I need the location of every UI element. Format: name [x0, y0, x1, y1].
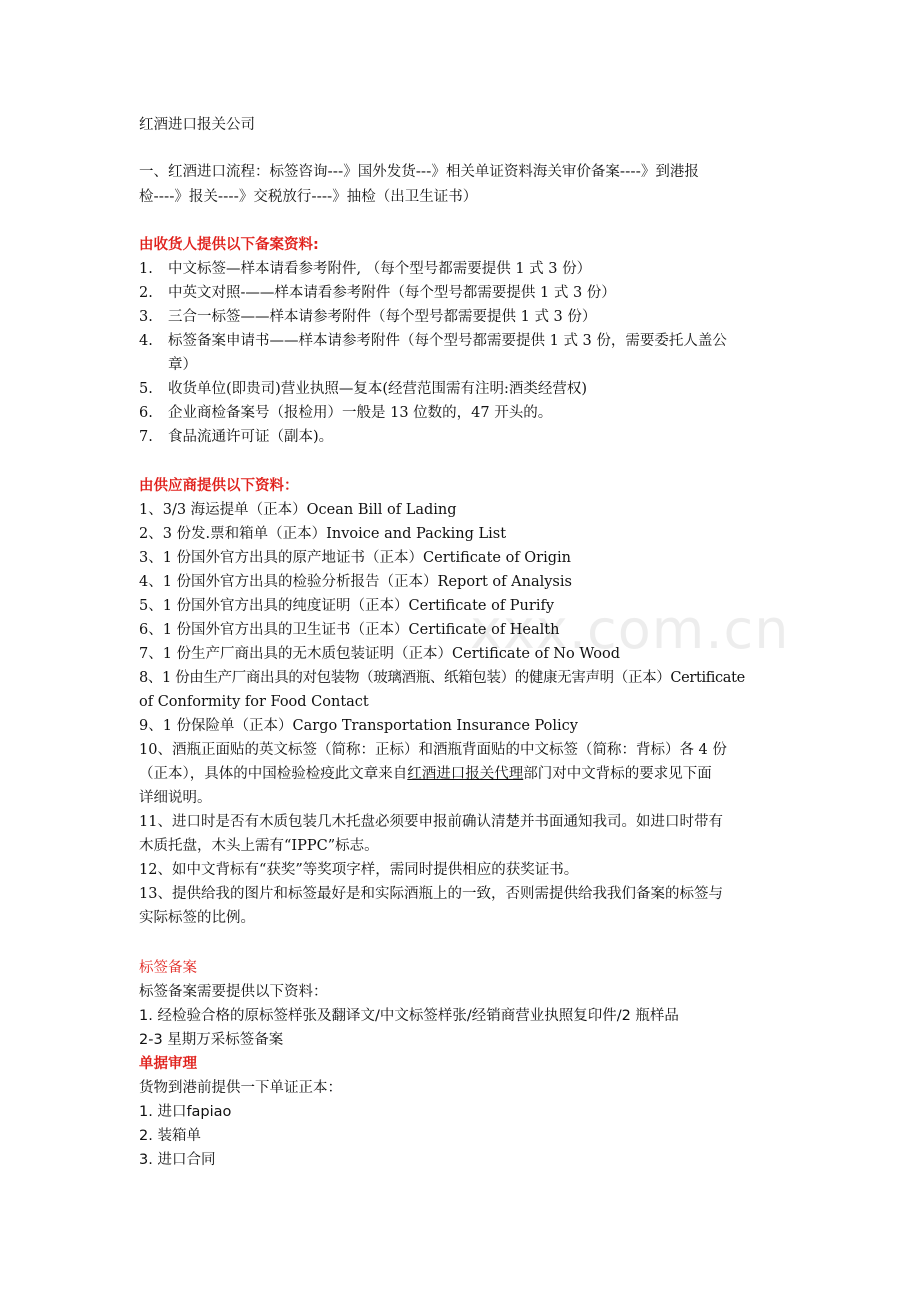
supplier-line: of Conformity for Food Contact — [139, 694, 369, 710]
item-text: 三合一标签——样本请参考附件（每个型号都需要提供 1 式 3 份） — [168, 309, 597, 325]
line-text: （正本），具体的中国检验检疫此文章来自 — [139, 766, 408, 782]
consignee-item — [139, 425, 799, 449]
supplier-line: 10、酒瓶正面贴的英文标签（简称：正标）和酒瓶背面贴的中文标签（简称：背标）各 4 份 — [139, 742, 727, 758]
item-number: 6. — [139, 405, 153, 421]
document-title: 红酒进口报关公司 — [139, 117, 255, 133]
consignee-item — [139, 305, 799, 329]
item-text: 食品流通许可证（副本)。 — [168, 429, 334, 445]
supplier-line: 6、1 份国外官方出具的卫生证书（正本）Certificate of Health — [139, 622, 560, 638]
supplier-line: 1、3/3 海运提单（正本）Ocean Bill of Lading — [139, 502, 457, 518]
flow-line-2: 检----》报关----》交税放行----》抽检（出卫生证书） — [139, 189, 478, 205]
doc-review-intro: 货物到港前提供一下单证正本： — [139, 1080, 342, 1096]
supplier-line: 2、3 份发.票和箱单（正本）Invoice and Packing List — [139, 526, 507, 542]
consignee-item — [139, 377, 799, 401]
item-number: 4. — [139, 333, 153, 349]
label-filing-item-continuation: 2-3 星期万采标签备案 — [139, 1032, 284, 1048]
item-number: 2. — [139, 285, 153, 301]
item-number: 1. — [139, 261, 153, 277]
consignee-item-continuation: 章） — [168, 357, 197, 373]
line-text: 部门对中文背标的要求见下面 — [523, 766, 712, 782]
supplier-line: 5、1 份国外官方出具的纯度证明（正本）Certificate of Purify — [139, 598, 555, 614]
watermark: xxx.com.cn — [470, 598, 790, 661]
item-number: 3. — [139, 309, 153, 325]
supplier-line: 3、1 份国外官方出具的原产地证书（正本）Certificate of Origin — [139, 550, 572, 566]
supplier-line: 木质托盘，木头上需有“IPPC”标志。 — [139, 838, 379, 854]
item-text: 收货单位(即贵司)营业执照—复本(经营范围需有注明:酒类经营权) — [168, 381, 588, 397]
supplier-line: 11、进口时是否有木质包装几木托盘必须要申报前确认清楚并书面通知我司。如进口时带有 — [139, 814, 723, 830]
label-filing-heading: 标签备案 — [139, 960, 197, 976]
consignee-item — [139, 329, 799, 353]
label-filing-item: 1. 经检验合格的原标签样张及翻译文/中文标签样张/经销商营业执照复印件/2 瓶样品 — [139, 1008, 679, 1024]
item-number: 7. — [139, 429, 153, 445]
supplier-line: 4、1 份国外官方出具的检验分析报告（正本）Report of Analysis — [139, 574, 572, 590]
supplier-heading: 由供应商提供以下资料： — [139, 478, 299, 494]
agent-link[interactable]: 红酒进口报关代理 — [407, 766, 524, 782]
supplier-line: 8、1 份由生产厂商出具的对包装物（玻璃酒瓶、纸箱包装）的健康无害声明（正本）Certificate — [139, 670, 745, 686]
consignee-heading: 由收货人提供以下备案资料: — [139, 237, 319, 253]
supplier-line: 13、提供给我的图片和标签最好是和实际酒瓶上的一致，否则需提供给我我们备案的标签与 — [139, 886, 723, 902]
consignee-item — [139, 401, 799, 425]
consignee-item — [139, 257, 799, 281]
supplier-line: 9、1 份保险单（正本）Cargo Transportation Insurance Policy — [139, 718, 578, 734]
item-text: 标签备案申请书——样本请参考附件（每个型号都需要提供 1 式 3 份，需要委托人盖公 — [168, 333, 727, 349]
item-text: 中文标签—样本请看参考附件, （每个型号都需要提供 1 式 3 份） — [168, 261, 592, 277]
doc-review-item: 1. 进口fapiao — [139, 1104, 232, 1120]
doc-review-item: 2. 装箱单 — [139, 1128, 201, 1144]
supplier-line — [139, 762, 799, 786]
item-number: 5. — [139, 381, 153, 397]
supplier-line: 12、如中文背标有“获奖”等奖项字样，需同时提供相应的获奖证书。 — [139, 862, 579, 878]
supplier-line: 实际标签的比例。 — [139, 910, 255, 926]
item-text: 中英文对照-——样本请看参考附件（每个型号都需要提供 1 式 3 份） — [168, 285, 616, 301]
doc-review-item: 3. 进口合同 — [139, 1152, 216, 1168]
doc-review-heading: 单据审理 — [139, 1056, 197, 1072]
flow-line-1: 一、红酒进口流程：标签咨询---》国外发货---》相关单证资料海关审价备案----》到港报 — [139, 164, 699, 180]
supplier-line: 7、1 份生产厂商出具的无木质包装证明（正本）Certificate of No Wood — [139, 646, 620, 662]
item-text: 企业商检备案号（报检用）一般是 13 位数的，47 开头的。 — [168, 405, 553, 421]
supplier-line: 详细说明。 — [139, 790, 212, 806]
label-filing-intro: 标签备案需要提供以下资料： — [139, 984, 328, 1000]
consignee-item — [139, 281, 799, 305]
